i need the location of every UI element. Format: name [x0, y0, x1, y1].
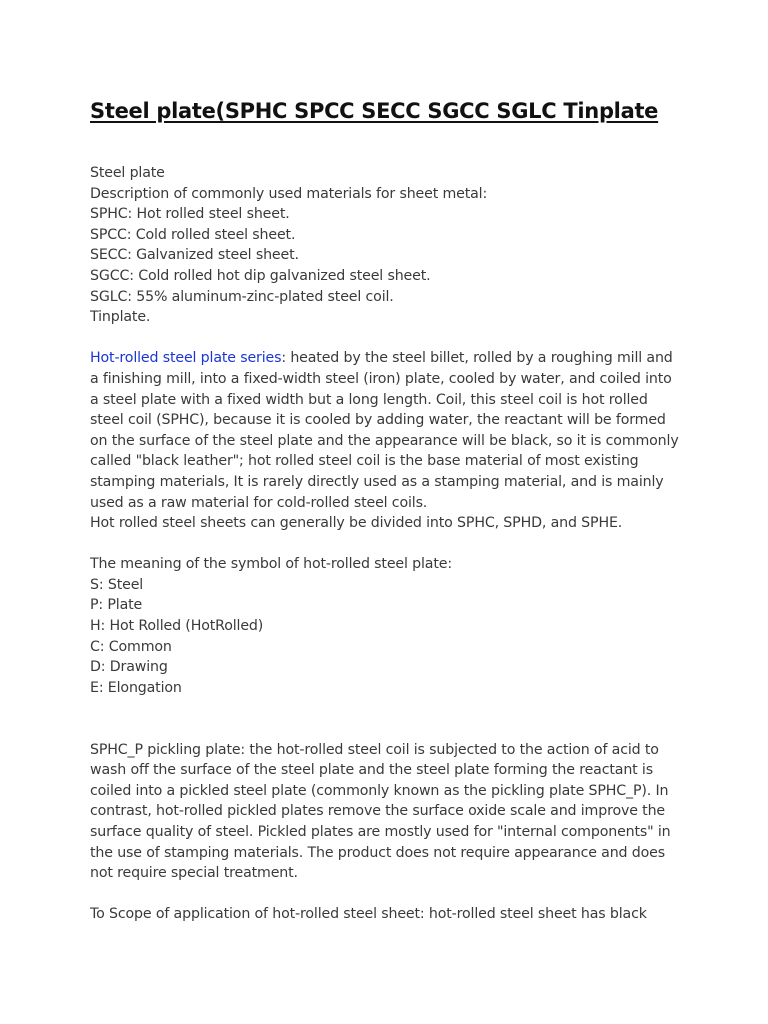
- scope-paragraph: [90, 904, 690, 925]
- text-line: a finishing mill, into a fixed-width steel (iron) plate, cooled by water, and coiled into: [90, 370, 672, 387]
- text-line: P: Plate: [90, 597, 143, 614]
- document-title: Steel plate(SPHC SPCC SECC SGCC SGLC Tinplate: [90, 99, 659, 123]
- pickling-paragraph: [90, 740, 690, 884]
- document-page: [90, 96, 690, 925]
- text-line: H: Hot Rolled (HotRolled): [90, 618, 264, 635]
- text-line: SPHC: Hot rolled steel sheet.: [90, 206, 290, 223]
- text-line: To Scope of application of hot-rolled steel sheet: hot-rolled steel sheet has black: [90, 906, 647, 923]
- intro-paragraph: [90, 163, 690, 328]
- text-line: SGCC: Cold rolled hot dip galvanized steel sheet.: [90, 267, 431, 284]
- text-line: the use of stamping materials. The product does not require appearance and does: [90, 844, 665, 861]
- text-line: S: Steel: [90, 576, 144, 593]
- text-line: not require special treatment.: [90, 865, 298, 882]
- text-line: steel coil (SPHC), because it is cooled by adding water, the reactant will be formed: [90, 412, 666, 429]
- text-line: a steel plate with a fixed width but a long length. Coil, this steel coil is hot rolled: [90, 391, 648, 408]
- document-body: [90, 163, 690, 925]
- text-line: coiled into a pickled steel plate (commonly known as the pickling plate SPHC_P). In: [90, 782, 669, 799]
- text-line: contrast, hot-rolled pickled plates remove the surface oxide scale and improve the: [90, 803, 666, 820]
- text-line: called "black leather"; hot rolled steel coil is the base material of most existing: [90, 453, 639, 470]
- text-line: C: Common: [90, 638, 172, 655]
- text-line: SECC: Galvanized steel sheet.: [90, 247, 299, 264]
- text-line: SGLC: 55% aluminum-zinc-plated steel coil.: [90, 288, 394, 305]
- text-line: used as a raw material for cold-rolled steel coils.: [90, 494, 428, 511]
- text-line: on the surface of the steel plate and the appearance will be black, so it is commonly: [90, 432, 679, 449]
- text-line: surface quality of steel. Pickled plates are mostly used for "internal components" in: [90, 824, 671, 840]
- hot-rolled-series-link[interactable]: Hot-rolled steel plate series: [90, 350, 282, 367]
- text-line: E: Elongation: [90, 679, 182, 696]
- text-line: Tinplate.: [90, 309, 151, 326]
- text-line: D: Drawing: [90, 659, 168, 676]
- text-line: Steel plate: [90, 165, 165, 181]
- text-line: Hot rolled steel sheets can generally be divided into SPHC, SPHD, and SPHE.: [90, 515, 623, 532]
- text-fragment: : heated by the steel billet, rolled by a roughing mill and: [281, 350, 673, 367]
- text-line: Description of commonly used materials for sheet metal:: [90, 185, 488, 202]
- text-line: The meaning of the symbol of hot-rolled steel plate:: [90, 556, 452, 573]
- hot-rolled-paragraph: [90, 348, 690, 533]
- symbol-meaning-list: [90, 554, 690, 698]
- text-line: SPCC: Cold rolled steel sheet.: [90, 226, 296, 243]
- text-line: wash off the surface of the steel plate and the steel plate forming the reactant is: [90, 762, 653, 779]
- text-line: SPHC_P pickling plate: the hot-rolled steel coil is subjected to the action of acid to: [90, 741, 659, 758]
- text-line: stamping materials, It is rarely directly used as a stamping material, and is mainly: [90, 473, 664, 490]
- text-line: [90, 348, 690, 369]
